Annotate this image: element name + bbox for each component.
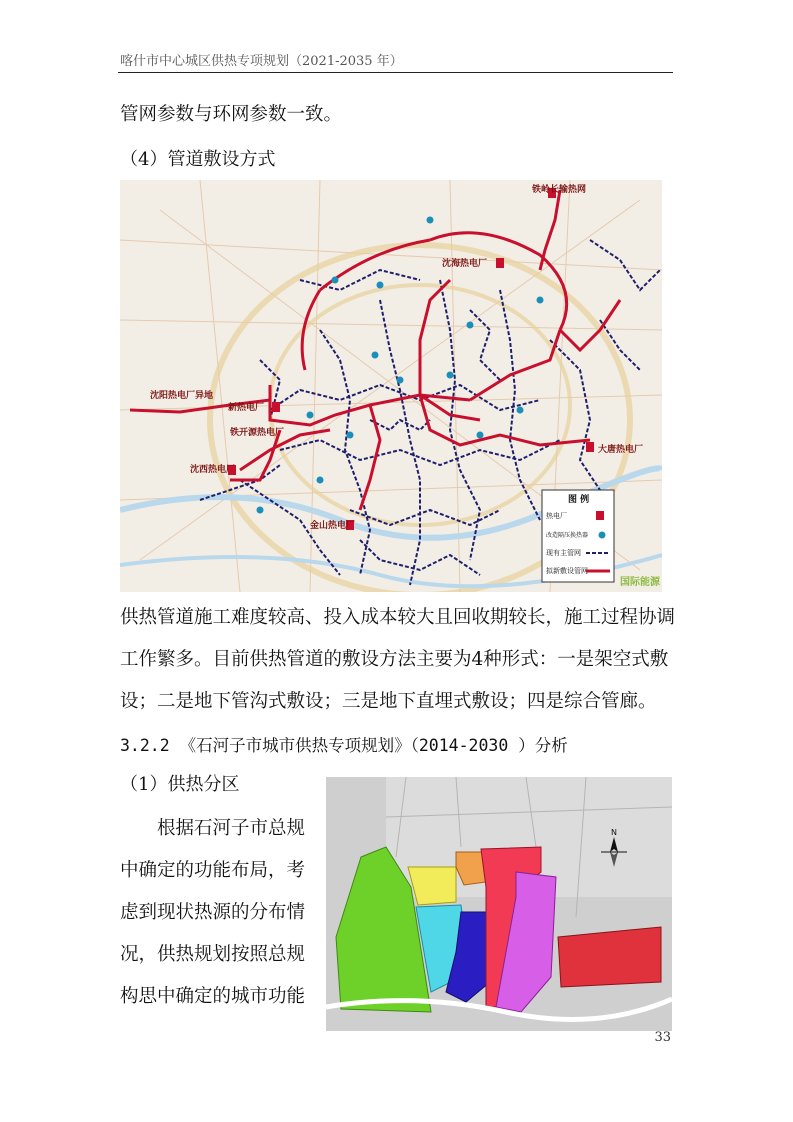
map-label-kaiyuan: 铁开源热电厂 xyxy=(230,428,285,438)
page-number: 33 xyxy=(654,1030,671,1045)
paragraph-line: 设；二是地下管沟式敷设；三是地下直埋式敷设；四是综合管廊。 xyxy=(120,691,657,712)
map-label-new: 新热电厂 xyxy=(228,403,265,413)
legend-item-plant: 热电厂 xyxy=(546,512,567,520)
paragraph-line: 况，供热规划按照总规 xyxy=(120,944,306,965)
paragraph-line: 工作繁多。目前供热管道的敷设方法主要为4种形式：一是架空式敷 xyxy=(120,649,669,670)
map-label-jinshan: 金山热电厂 xyxy=(310,521,356,531)
heat-exchanger-icon xyxy=(599,532,606,539)
legend-item-exchanger: 改造隔压换热器 xyxy=(546,532,589,539)
legend-item-existing: 现有主管网 xyxy=(546,549,581,557)
header-rule xyxy=(118,72,673,73)
paragraph-line: 根据石河子市总规 xyxy=(157,818,306,839)
section-heading: （4）管道敷设方式 xyxy=(120,149,276,170)
paragraph-line: 构思中确定的城市功能 xyxy=(120,986,306,1007)
section-heading: 3.2.2 《石河子市城市供热专项规划》（2014-2030 ）分析 xyxy=(120,736,568,755)
map-label-shenxi: 沈西热电厂 xyxy=(190,465,236,475)
paragraph-line: 中确定的功能布局，考 xyxy=(120,860,306,881)
map-legend xyxy=(542,490,614,582)
map-label-shenhai: 沈海热电厂 xyxy=(442,259,488,269)
watermark: 国际能源 xyxy=(620,577,660,588)
map-label-datang: 大唐热电厂 xyxy=(598,445,644,455)
subsection-heading: （1）供热分区 xyxy=(120,774,240,795)
legend-title: 图 例 xyxy=(568,495,590,505)
paragraph-line: 虑到现状热源的分布情 xyxy=(120,902,306,923)
paragraph-line: 管网参数与环网参数一致。 xyxy=(120,104,343,125)
pipe-network-map xyxy=(120,180,662,592)
power-plant-icon xyxy=(596,511,604,520)
running-header: 喀什市中心城区供热专项规划（2021-2035 年） xyxy=(120,54,403,69)
heating-zone-map xyxy=(326,777,672,1031)
legend-item-planned: 拟新敷设管网 xyxy=(546,567,588,575)
paragraph-line: 供热管道施工难度较高、投入成本较大且回收期较长，施工过程协调 xyxy=(120,607,676,628)
map-label-shenyang: 沈阳热电厂异地 xyxy=(150,391,214,401)
compass-label: N xyxy=(611,828,617,837)
map-label-tieling: 铁岭长输热网 xyxy=(532,185,587,195)
